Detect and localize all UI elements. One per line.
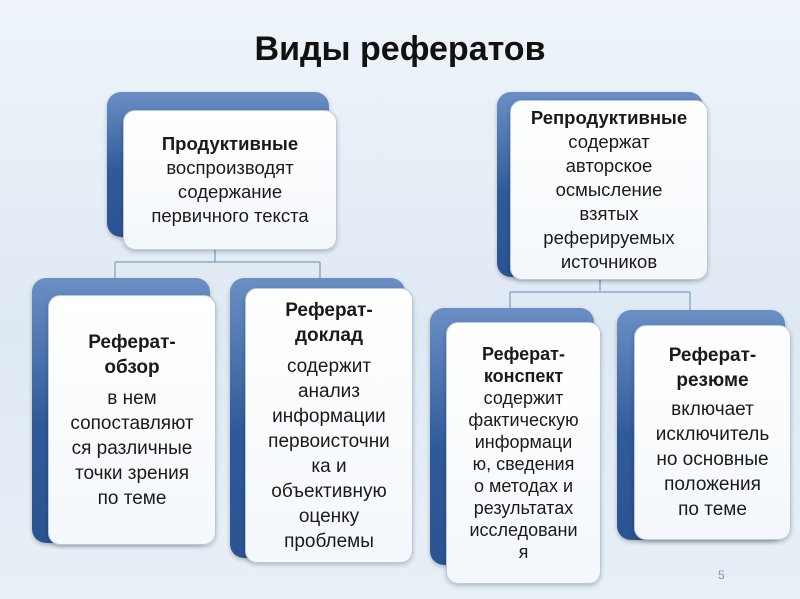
productive-heading: Продуктивные [161, 133, 299, 154]
resume-heading: Реферат- резюме [668, 345, 757, 391]
productive-box [123, 110, 337, 250]
review-description: в нем сопоставляют ся различные точки зрения по теме [70, 387, 194, 509]
productive-description: воспроизводят содержание первичного текста [151, 157, 309, 226]
resume-box [634, 325, 791, 540]
left-tree-connector [115, 248, 320, 282]
summary-box [446, 322, 601, 584]
page-number: 5 [718, 568, 725, 582]
report-box [245, 288, 413, 563]
summary-heading: Реферат- конспект [482, 344, 565, 386]
summary-description: содержит фактическую информаци ю, сведения о методах и результатах исследовани я [468, 388, 579, 562]
reproductive-box [510, 100, 708, 280]
report-heading: Реферат- доклад [285, 299, 373, 346]
reproductive-description: содержат авторское осмысление взятых реферируемых источников [543, 131, 675, 272]
resume-description: включает исключитель но основные положения по теме [655, 399, 770, 520]
slide-title: Виды рефератов [254, 30, 546, 68]
review-heading: Реферат- обзор [88, 331, 176, 378]
report-description: содержит анализ информации первоисточни ка и объективную оценку проблемы [268, 355, 390, 552]
review-box [48, 295, 216, 545]
reproductive-heading: Репродуктивные [530, 107, 688, 128]
